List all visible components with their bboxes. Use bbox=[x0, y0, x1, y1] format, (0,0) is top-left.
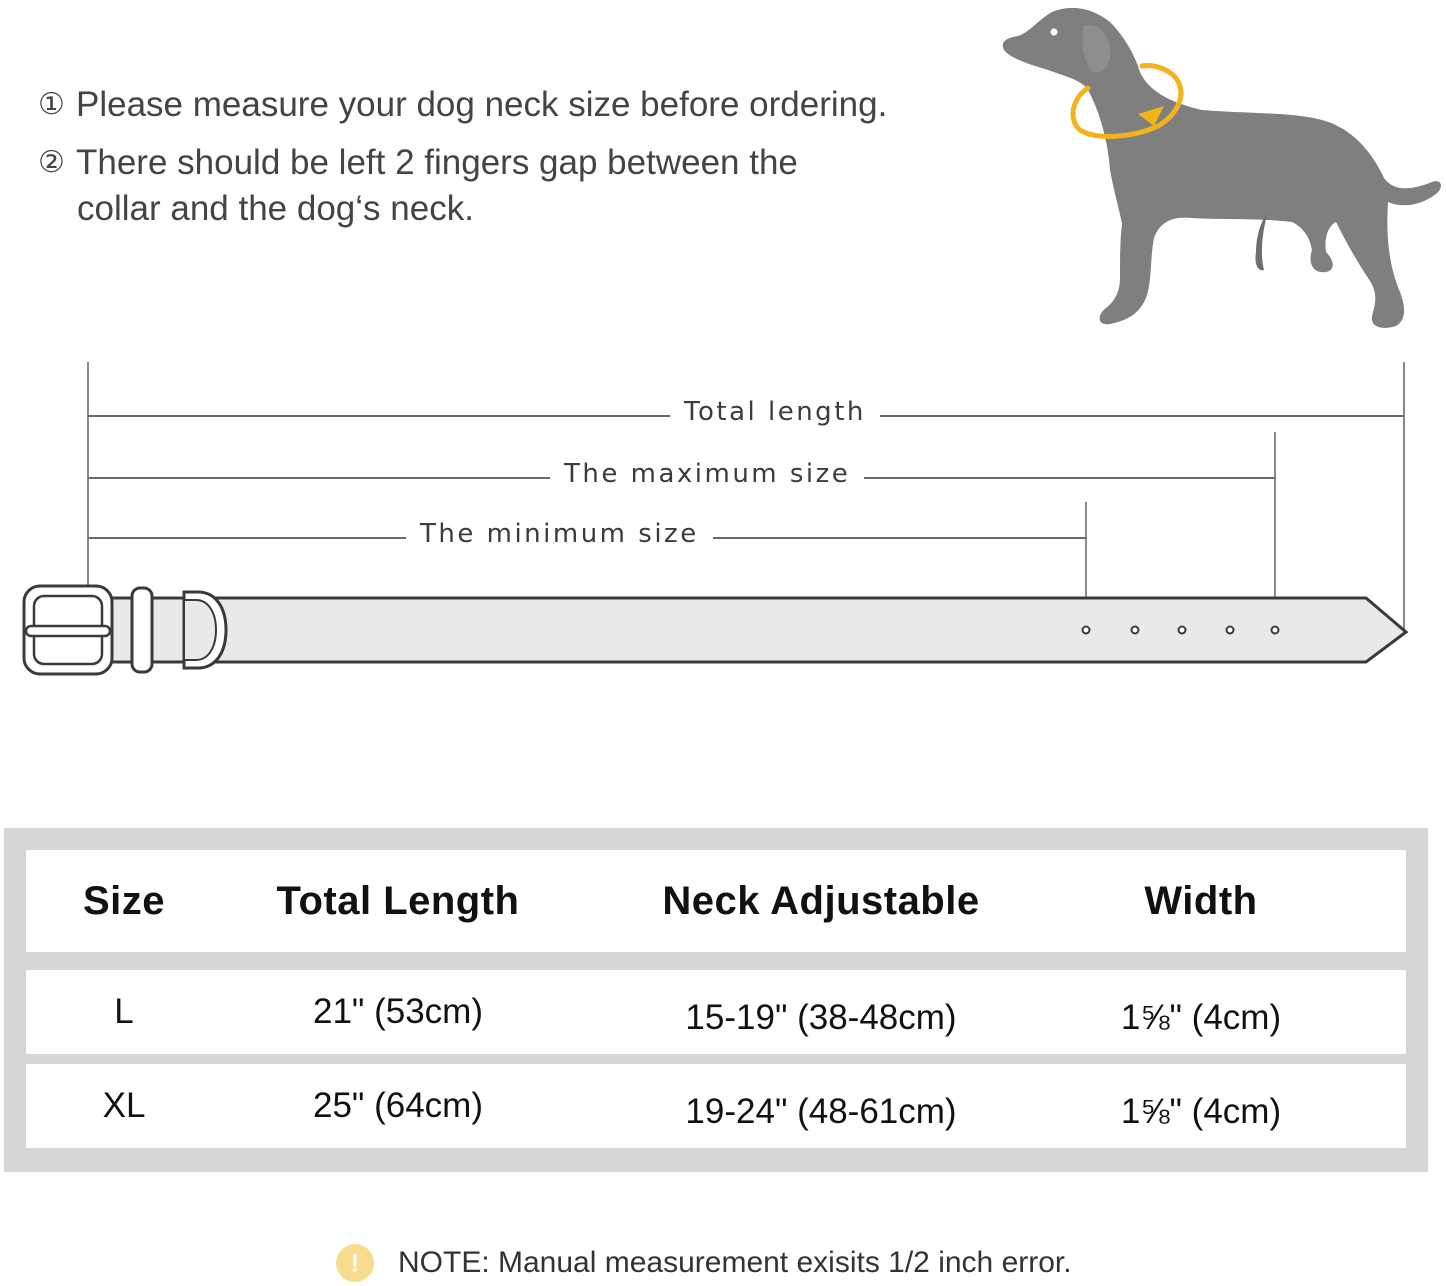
instruction-2 bbox=[38, 140, 798, 186]
note bbox=[336, 1240, 1072, 1286]
instruction-1 bbox=[38, 82, 887, 128]
warning-icon: ! bbox=[336, 1244, 374, 1282]
cell-neck-adjustable: 15-19" (38-48cm) bbox=[685, 998, 957, 1037]
collar-diagram bbox=[0, 350, 1446, 690]
collar-strap bbox=[90, 598, 1406, 662]
table-row bbox=[26, 1064, 1406, 1148]
buckle-icon bbox=[24, 586, 112, 674]
header-width: Width bbox=[1144, 878, 1258, 923]
dog-illustration bbox=[992, 2, 1446, 332]
dog-silhouette-icon bbox=[1003, 8, 1441, 328]
cell-size: XL bbox=[102, 1086, 146, 1125]
table-header-row bbox=[26, 850, 1406, 952]
header-size: Size bbox=[82, 878, 166, 923]
header-total-length: Total Length bbox=[276, 878, 520, 923]
instruction-2-continued bbox=[77, 186, 474, 232]
instruction-1-number: ① bbox=[38, 87, 65, 122]
keeper-loop bbox=[132, 588, 152, 672]
instruction-1-text: Please measure your dog neck size before ordering. bbox=[76, 85, 888, 124]
total-length-label: Total length bbox=[670, 397, 880, 427]
cell-neck-adjustable: 19-24" (48-61cm) bbox=[685, 1092, 957, 1131]
note-text: NOTE: Manual measurement exisits 1/2 inch error. bbox=[398, 1246, 1072, 1279]
instruction-2-number: ② bbox=[38, 145, 65, 180]
maximum-size-label: The maximum size bbox=[550, 459, 864, 489]
cell-total-length: 25" (64cm) bbox=[313, 1086, 483, 1125]
instruction-2-text-line2: collar and the dog‘s neck. bbox=[77, 189, 474, 228]
cell-size: L bbox=[114, 992, 134, 1031]
size-table bbox=[4, 828, 1428, 1172]
cell-width: 1⅝" (4cm) bbox=[1120, 998, 1282, 1037]
header-neck-adjustable: Neck Adjustable bbox=[662, 878, 980, 923]
table-row bbox=[26, 970, 1406, 1054]
cell-width: 1⅝" (4cm) bbox=[1120, 1092, 1282, 1131]
instruction-2-text-line1: There should be left 2 fingers gap between the bbox=[76, 143, 798, 182]
cell-total-length: 21" (53cm) bbox=[313, 992, 483, 1031]
minimum-size-label: The minimum size bbox=[406, 519, 713, 549]
